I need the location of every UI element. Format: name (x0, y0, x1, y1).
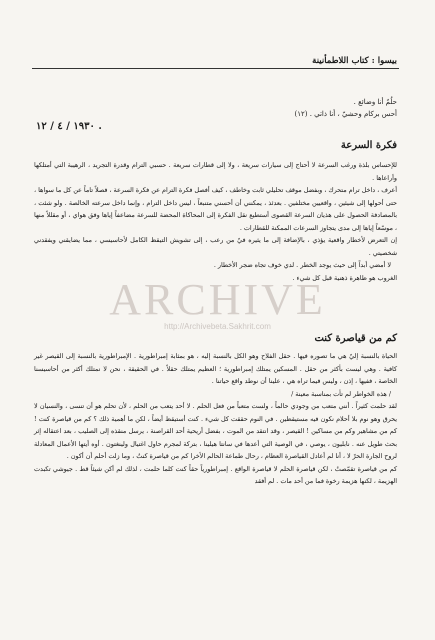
section-body-speed (34, 159, 397, 284)
paragraph: لقد حلمت كثيراً . أنني متعب من وجودي حالماً ، ولست متعباً من فعل الحلم . لا أحد يتعب من الحلم ، لأن تحلم هو أن تنسى ، والنسيان لا يحرق وهو نوم بلا أحلام نكون فيه مستيقظين . في النوم حققت كل شيء . كنت أستيقظ أيضاً ، لكن ما أهمية ذلك ؟ كم من قياصرة كنت ! كم من مشاهير وكم من مساكين ! القيصر ، وقد انتقد من الموت ، بفضل أريحية أحد القراصنة ، يرسل منقذه إلى الصليب ، بعد اعتقاله إثر بحث طويل عنه . نابليون ، يوصي ، في الوصية التي أعدها في سانتا هيلينا ، بتركة لمجرم حاول اغتيال ولينغتون . أوه أيتها الأعمال المعادلة لروح الجارة الحرّ لا ، أنا لم أعادل القياصرة العظام ، رحال طماعة الحالم الأخرا كم من قياصرة كنتُ ، وما زلت أحلم أن أكون . (34, 402, 397, 460)
archive-watermark-url: http://Archivebeta.Sakhrit.com (164, 322, 271, 331)
section-title-speed: فكرة السرعة (340, 140, 397, 151)
paragraph: كم من قياصرة تقمّصتُ ، لكن قياصرة الحلم لا قياصرة الواقع . إمبراطورياً حقاً كنت كلما حلمت ، لذلك لم أكن شيئاً قط . جيوشي تكبدت الهزيمة ، لكنها هزيمة رخوة فما من أحد مات . لم أفقد (34, 464, 397, 485)
header-rule (32, 68, 399, 69)
paragraph: لا أمضي أبداً إلى حيث يوجد الخطر . لدي خوف تجاه ضجر الأخطار . (213, 261, 391, 269)
paragraph: الغروب هو ظاهرة ذهنية قبل كل شيء . (292, 273, 397, 282)
section-title-caesars: كم من قياصرة كنت (314, 333, 397, 344)
section-body-caesars (34, 350, 397, 488)
paragraph: الحياة بالنسبة إليّ هي ما تصوره فيها . حقل الفلاح وهو الكل بالنسبة إليه ، هو بمثابة إمبراطورية . الإمبراطورية بالنسبة إلى القيصر غير كافية . وهي ليست بأكثر من حقل . المسكين يمتلك إمبراطورية ؛ العظيم يمتلك حقلاً . في الحقيقة ، نحن لا نمتلك أكثر من أحاسيسنا الخاصة ، ففيها ، إذن ، وليس فيما تراه هي ، علينا أن نوطد واقع حياتنا . (34, 352, 397, 385)
archive-watermark-logo: ARCHIVE (109, 275, 326, 324)
entry-date: ١٩٣٠ / ٤ / ١٢ . (36, 121, 102, 132)
opening-line: حلُمٌ أنا وضائع . (353, 98, 397, 106)
opening-verse (97, 96, 397, 120)
paragraph: إن التعرض لأخطار واقعية يؤذي ، بالإضافة إلى ما يثيره فيّ من رعب ، إلى تشويش التيقظ الكامل لأحاسيسي ، مما يضايقني ويفقدني شخصيتي . (34, 236, 397, 257)
opening-line: أحس بركام وحشيّ ، أنا ذاتي . (١٢) (294, 110, 397, 118)
paragraph: أعرف ، داخل ترام متحرك ، وبفضل موقف تحليلي ثابت وخاطف ، كيف أفصل فكرة الترام عن فكرة السرعة ، فصلاً تاماً عن كل ما سواها ، حتى أحولها إلى شيئين ، واقعيين مختلفين . بعدئذ ، يمكنني أن أحسني متنبعاً ، ليس داخل الترام ، وإنما داخل سرعته الخالصة . ولو شئت ، بالمصادفة الحصول على هذيان السرعة القصوى أستطيع نقل الفكرة إلى المحاكاة المحضة للسرعة مضاعفاً إياها وفق هواي ، أو مقللاً منها ، موسّعاً إياها إلى مدى يتجاوز السرعات الممكنة للقطارات . (34, 186, 397, 232)
paragraph: للإحساس بلذة ورغب السرعة لا أحتاج إلى سيارات سريعة ، ولا إلى قطارات سريعة . حسبي الترام وقدرة التجريد ، الرهيبة التي أمتلكها وأراعاها . (34, 161, 397, 182)
paragraph: / هذه الخواطر لم تأت بمناسبة معينة / (291, 389, 391, 398)
running-header: بيسوا : كتاب اللاطمأنينة (312, 56, 397, 66)
